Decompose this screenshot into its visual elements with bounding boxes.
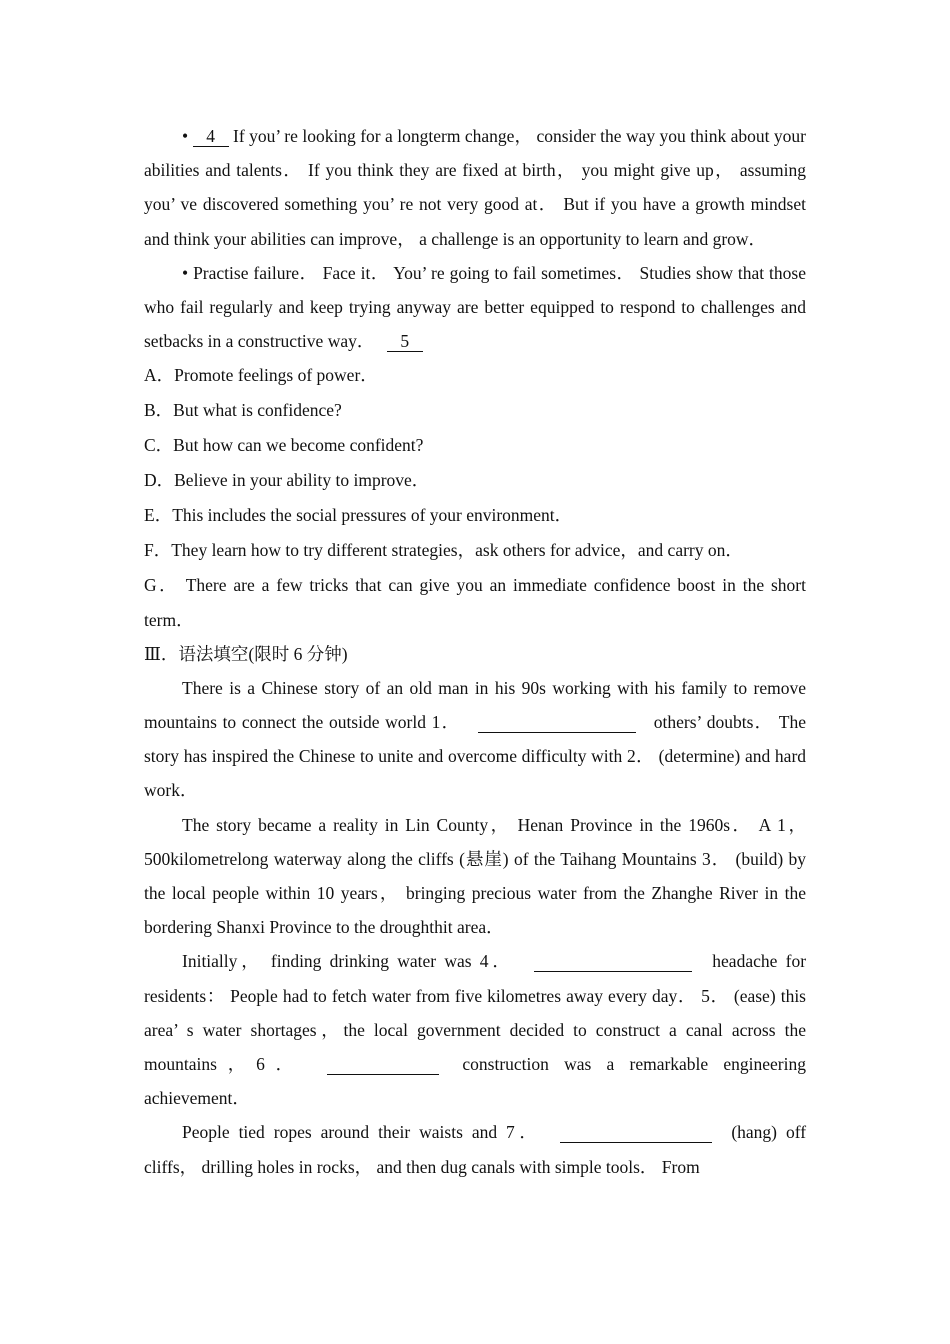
cloze-blank-6[interactable] [327,1054,439,1075]
cloze-3-text-d: construction was a remarkable engineering achievement． [144,1054,806,1109]
option-f: F．They learn how to try different strategies，ask others for advice，and carry on． [144,540,743,561]
option-g: G． There are a few tricks that can give you an immediate confidence boost in the short term． [144,575,806,630]
cloze-1-text-c: (determine) and hard work． [144,746,807,801]
cloze-2-text-b: (build) by the local people within 10 years， bringing precious water from the Zhanghe River in the bordering Shanxi Province to the droughthit area． [144,848,807,938]
option-b: B．But what is confidence? [144,400,342,421]
cloze-paragraph-1 [144,671,806,808]
cloze-paragraph-4 [144,1115,806,1183]
cloze-paragraph-3 [144,944,806,1115]
option-a: A．Promote feelings of power． [144,365,378,386]
cloze-2-text-a: The story became a reality in Lin County， Henan Province in the 1960s． A 1，500kilometrelong waterway along the cliffs (悬崖) of the Taihang Mountains 3． [144,814,806,869]
tip-4-paragraph [144,119,806,256]
bullet-icon: • [182,126,189,146]
bullet-icon: • [182,262,189,283]
cloze-blank-7[interactable] [560,1122,712,1143]
option-c: C．But how can we become confident? [144,435,424,456]
options-list [144,358,806,636]
cloze-blank-1[interactable] [478,712,636,733]
cloze-4-text-b: (hang) off cliffs， drilling holes in rocks， and then dug canals with simple tools． From [144,1122,807,1177]
cloze-3-text-c: (ease) this area’ s water shortages，the local government decided to construct a canal across the mountains，6． [144,985,806,1075]
option-d: D．Believe in your ability to improve． [144,470,430,491]
option-e: E．This includes the social pressures of your environment． [144,505,573,526]
document-page [144,119,806,1184]
answer-blank-5[interactable]: 5 [387,331,423,352]
cloze-blank-4[interactable] [534,951,692,972]
answer-blank-4[interactable]: 4 [193,126,229,147]
cloze-4-text-a: People tied ropes around their waists and 7． [182,1122,542,1143]
tip-4-text: If you’ re looking for a longterm change， consider the way you think about your abilities and talents． If you think they are fixed at birth， you might give up， assuming you’ ve discovered something you’ re not very good at． But if you have a growth mindset and think your abilities can improve， a challenge is an opportunity to learn and grow． [144,126,807,249]
section-3-heading: Ⅲ．语法填空(限时 6 分钟) [144,643,348,664]
tip-5-text: Practise failure． Face it． You’ re going to fail sometimes． Studies show that those who fail regularly and keep trying anyway are better equipped to respond to challenges and setbacks in a constructive way． [144,262,806,352]
cloze-3-text-b: headache for residents： People had to fetch water from five kilometres away every day． 5． [144,951,807,1006]
cloze-1-text-a: There is a Chinese story of an old man in his 90s working with his family to remove mountains to connect the outside world 1． [144,677,806,733]
cloze-3-text-a: Initially， finding drinking water was 4． [182,951,514,972]
cloze-1-text-b: others’ doubts． The story has inspired the Chinese to unite and overcome difficulty with 2． [144,712,806,767]
tip-5-paragraph [144,256,806,359]
cloze-paragraph-2 [144,808,806,945]
